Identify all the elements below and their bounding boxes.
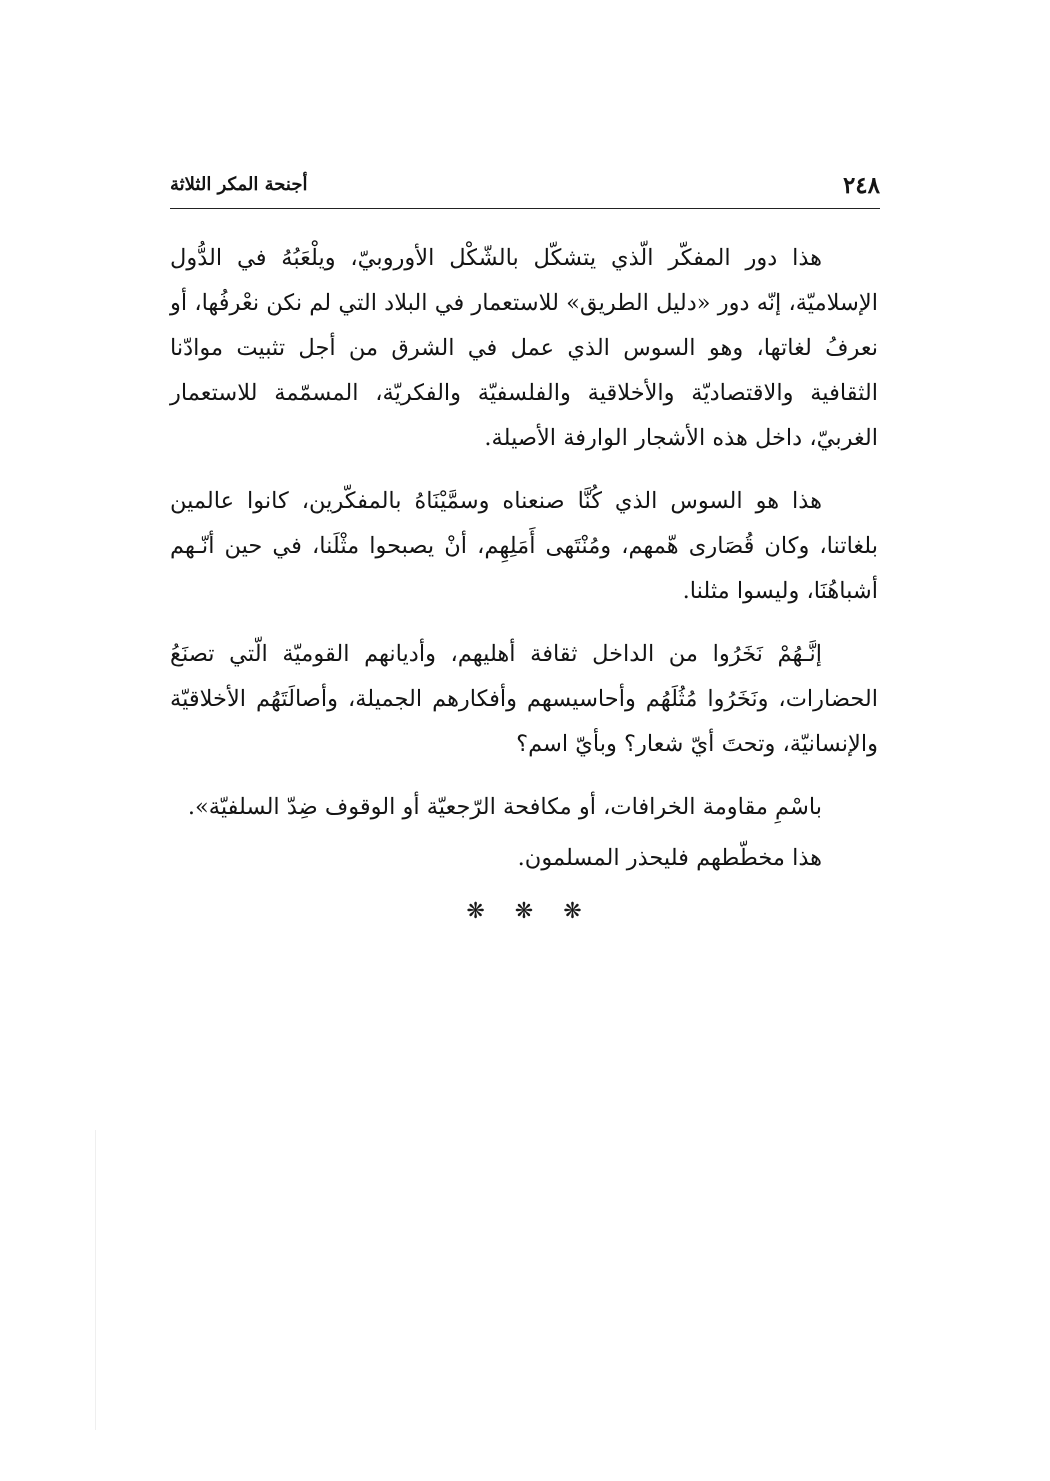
paragraph-4: باسْمِ مقاومة الخرافات، أو مكافحة الرّجعيّة أو الوقوف ضِدّ السلفيّة». [187,794,822,820]
body-text [170,236,878,899]
section-ornament [170,892,878,932]
ornament-star-icon: ❋ [514,899,534,924]
paragraph-2: هذا هو السوس الذي كُنَّا صنعناه وسمَّيْنَاهُ بالمفكّرين، كانوا عالمين بلغاتنا، وكان قُصَارى هّمهم، ومُنْتَهى أَمَلِهِم، أنْ يصبحوا مثْلَنا، في حين أنّـهم أشباهُنَا، وليسوا مثلنا. [170,488,878,604]
ornament-star-icon: ❋ [466,899,485,924]
page-number: ٢٤٨ [842,172,880,199]
scan-margin-line [95,1130,96,1430]
paragraph-1: هذا دور المفكّر الّذي يتشكّل بالشّكْل الأوروبيّ، ويلْعَبُهُ في الدُّول الإسلاميّة، إنّه دور «دليل الطريق» للاستعمار في البلاد التي لم نكن نعْرفُها، أو نعرفُ لغاتها، وهو السوس الذي عمل في الشرق من أجل تثبيت موادّنا الثقافية والاقتصاديّة والأخلاقية والفلسفيّة والفكريّة، المسمّمة للاستعمار الغربيّ، داخل هذه الأشجار الوارفة الأصيلة. [170,245,878,451]
paragraph-5: هذا مخطّطهم فليحذر المسلمون. [517,845,822,871]
running-title: أجنحة المكر الثلاثة [170,174,308,195]
running-header [170,168,880,209]
ornament-star-icon: ❋ [563,899,582,924]
paragraph-3: إنَّـهُمْ نَخَرُوا من الداخل ثقافة أهليهم، وأديانهم القوميّة الّتي تصنَعُ الحضارات، ونَخَرُوا مُثُلَهُم وأحاسيسهم وأفكارهم الجميلة، وأصالَتَهُم الأخلاقيّة والإنسانيّة، وتحتَ أيّ شعار؟ وبأيّ اسم؟ [170,641,878,757]
